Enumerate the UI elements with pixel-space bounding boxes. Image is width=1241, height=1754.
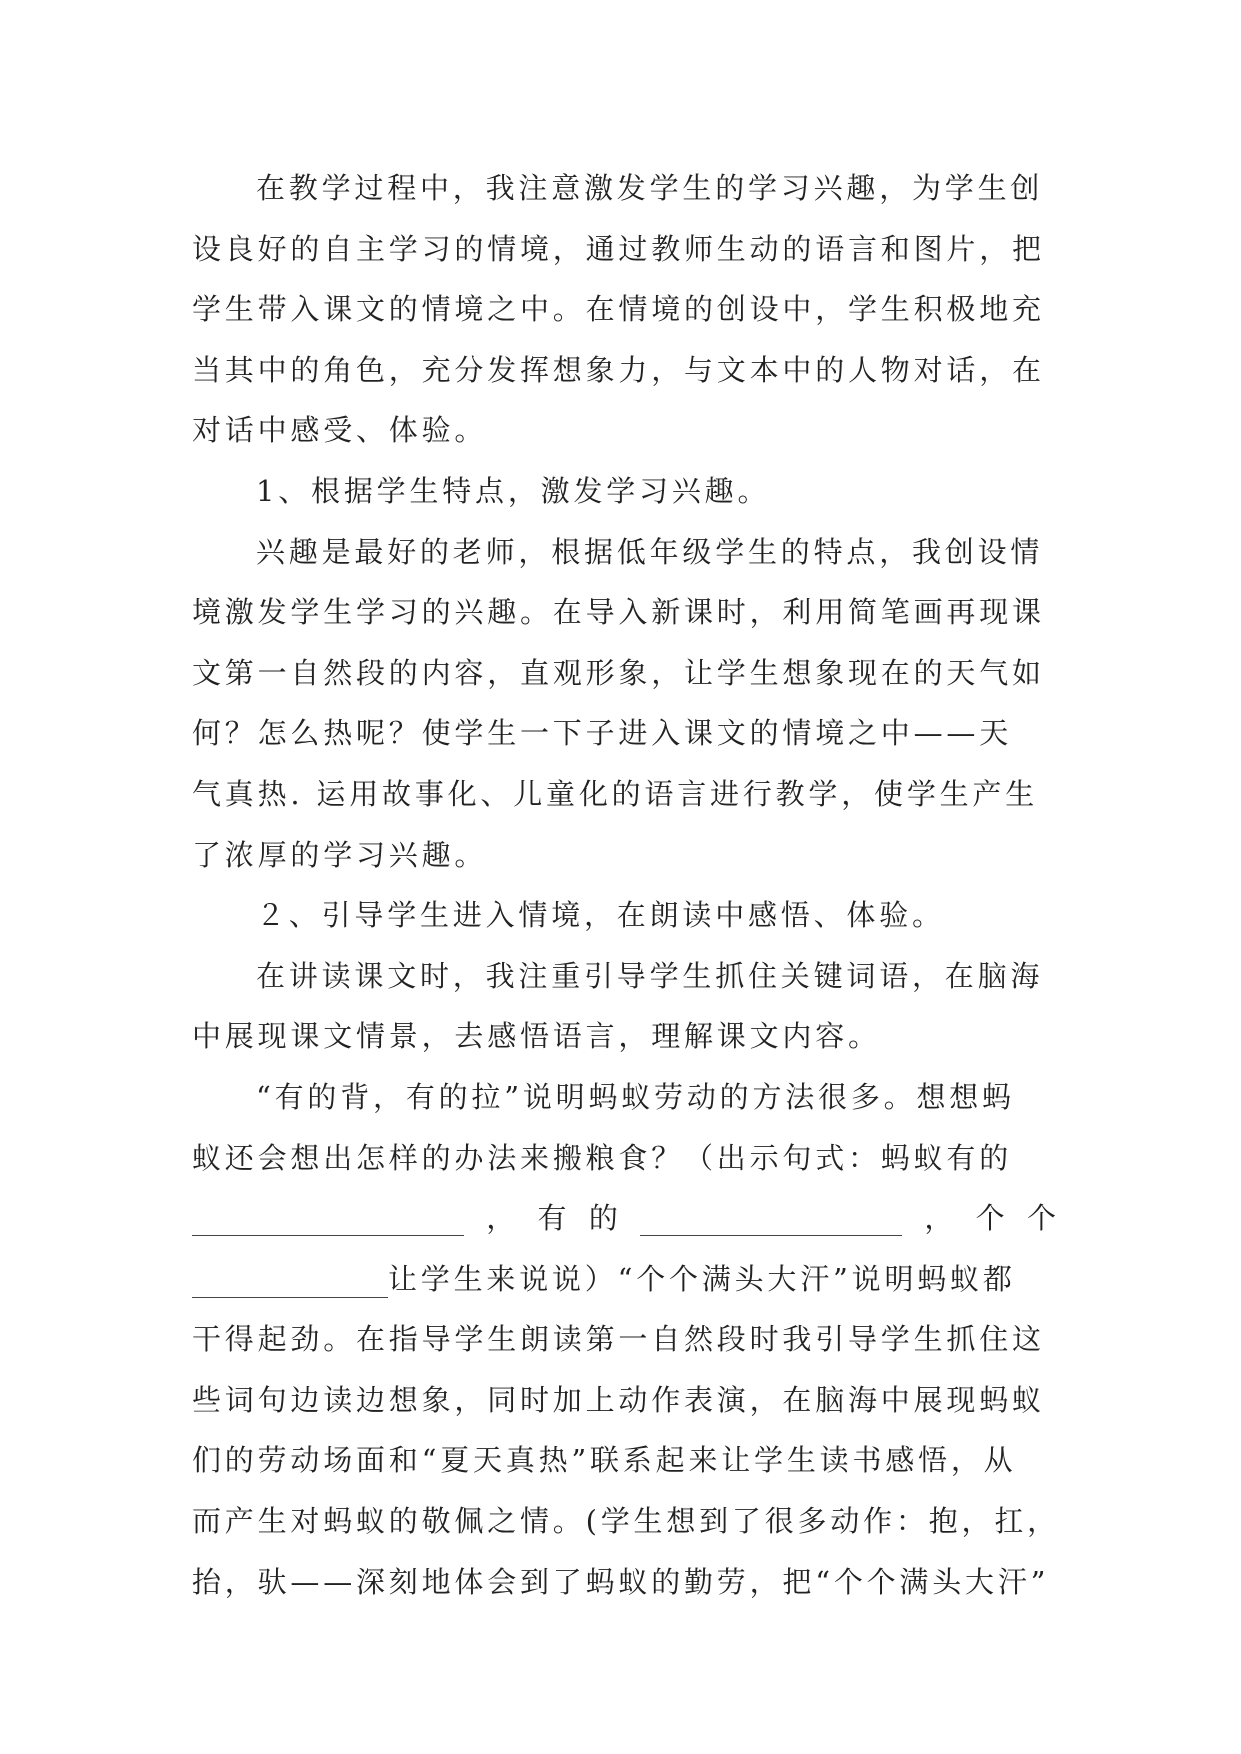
- paragraph-line: 对话中感受、体验。: [192, 413, 488, 448]
- line-text: 让学生来说说）“个个满头大汗”说明蚂蚁都: [388, 1261, 1016, 1296]
- paragraph-line: 设良好的自主学习的情境，通过教师生动的语言和图片，把: [192, 231, 1045, 266]
- fill-in-blank-line: [192, 1188, 1056, 1249]
- body-text: [192, 158, 1060, 1612]
- paragraph-line: “有的背，有的拉”说明蚂蚁劳动的方法很多。想想蚂: [256, 1079, 1015, 1114]
- paragraph-line: 在讲读课文时，我注重引导学生抓住关键词语，在脑海: [256, 958, 1044, 993]
- paragraph-line: 中展现课文情景，去感悟语言，理解课文内容。: [192, 1019, 881, 1054]
- paragraph-line: 而产生对蚂蚁的敬佩之情。(学生想到了很多动作：抱，扛，: [192, 1504, 1060, 1539]
- paragraph-line: 些词句边读边想象，同时加上动作表演，在脑海中展现蚂蚁: [192, 1382, 1045, 1417]
- section-heading-2: ２、引导学生进入情境，在朗读中感悟、体验。: [256, 898, 945, 933]
- paragraph-line: 蚁还会想出怎样的办法来搬粮食？（出示句式：蚂蚁有的: [192, 1140, 1013, 1175]
- paragraph-line: 气真热. 运用故事化、儿童化的语言进行教学，使学生产生: [192, 776, 1039, 811]
- paragraph-line: [192, 1249, 1056, 1310]
- word: 有: [537, 1201, 567, 1236]
- paragraph-line: 兴趣是最好的老师，根据低年级学生的特点，我创设情: [256, 534, 1044, 569]
- paragraph-line: 们的劳动场面和“夏天真热”联系起来让学生读书感悟，从: [192, 1443, 1017, 1478]
- paragraph-line: 干得起劲。在指导学生朗读第一自然段时我引导学生抓住这: [192, 1322, 1045, 1357]
- paragraph-line: 抬，驮——深刻地体会到了蚂蚁的勤劳，把“个个满头大汗”: [192, 1564, 1050, 1599]
- blank-underline: [640, 1201, 902, 1236]
- word: 个: [975, 1201, 1005, 1236]
- paragraph-line: 当其中的角色，充分发挥想象力，与文本中的人物对话，在: [192, 352, 1045, 387]
- punctuation: ，: [924, 1201, 954, 1236]
- paragraph-line: 了浓厚的学习兴趣。: [192, 837, 488, 872]
- paragraph-line: 学生带入课文的情境之中。在情境的创设中，学生积极地充: [192, 292, 1045, 327]
- paragraph-line: 何？怎么热呢？使学生一下子进入课文的情境之中——天: [192, 716, 1013, 751]
- paragraph-line: 在教学过程中，我注意激发学生的学习兴趣，为学生创: [256, 171, 1044, 205]
- blank-underline: [192, 1263, 388, 1298]
- section-heading-1: 1、根据学生特点，激发学习兴趣。: [256, 473, 771, 508]
- blank-underline: [192, 1201, 464, 1236]
- punctuation: ，: [486, 1201, 516, 1236]
- paragraph-line: 境激发学生学习的兴趣。在导入新课时，利用简笔画再现课: [192, 595, 1045, 630]
- paragraph-line: 文第一自然段的内容，直观形象，让学生想象现在的天气如: [192, 655, 1045, 690]
- word: 的: [588, 1201, 618, 1236]
- word: 个: [1026, 1201, 1056, 1236]
